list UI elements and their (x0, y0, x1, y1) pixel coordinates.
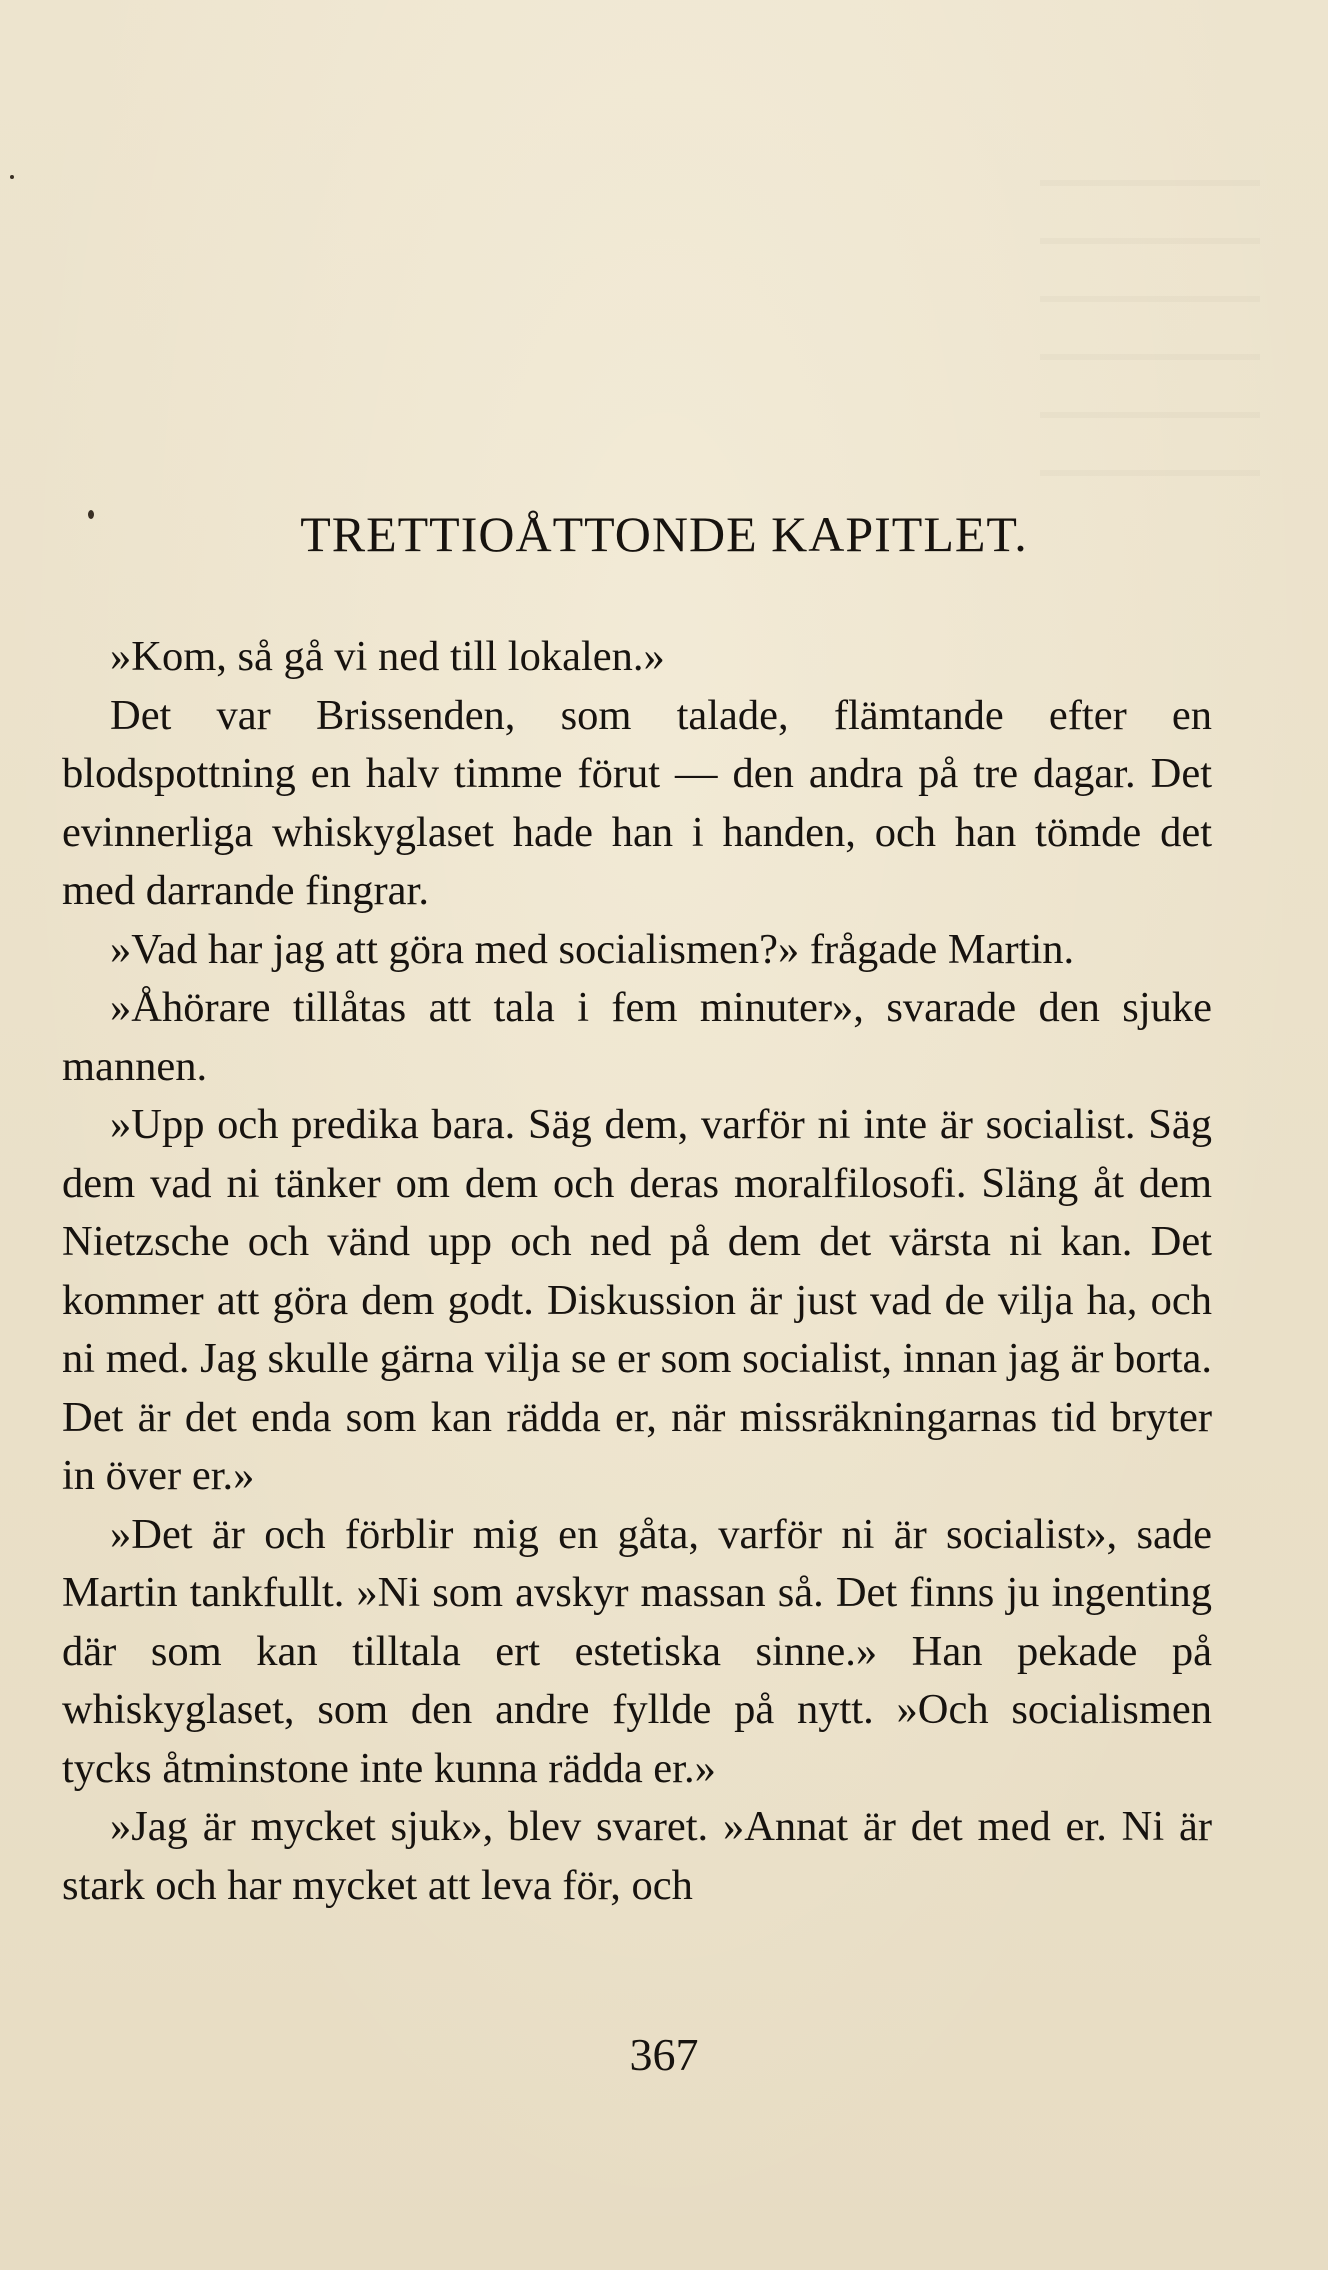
ink-speck (10, 175, 14, 179)
chapter-heading: TRETTIOÅTTONDE KAPITLET. (300, 506, 1028, 562)
bleed-through-shadow (1040, 180, 1260, 480)
paragraph: »Åhörare tillåtas att tala i fem minuter», svarade den sjuke mannen. (62, 984, 1212, 1090)
body-text (62, 628, 1212, 1915)
paragraph: »Upp och predika bara. Säg dem, varför ni inte är socialist. Säg dem vad ni tänker om dem och deras moralfilosofi. Släng åt dem Nietzsche och vänd upp och ned på dem det värsta ni kan. Det kommer att göra dem godt. Diskussion är just vad de vilja ha, och ni med. Jag skulle gärna vilja se er som socialist, innan jag är borta. Det är det enda som kan rädda er, när missräkningarnas tid bryter in över er.» (62, 1101, 1212, 1499)
paragraph: »Vad har jag att göra med socialismen?» frågade Martin. (110, 925, 1075, 973)
paragraph: Det var Brissenden, som talade, flämtande efter en blodspottning en halv timme förut — den andra på tre dagar. Det evinnerliga whiskyglaset hade han i handen, och han tömde det med darrande fingrar. (62, 691, 1212, 914)
paragraph: »Jag är mycket sjuk», blev svaret. »Annat är det med er. Ni är stark och har mycket att leva för, och (62, 1803, 1212, 1909)
page-number: 367 (629, 2029, 699, 2080)
paragraph: »Det är och förblir mig en gåta, varför ni är socialist», sade Martin tankfullt. »Ni som avskyr massan så. Det finns ju ingenting där som kan tilltala ert estetiska sinne.» Han pekade på whiskyglaset, som den andre fyllde på nytt. »Och socialismen tycks åtminstone inte kunna rädda er.» (62, 1510, 1212, 1792)
paragraph: »Kom, så gå vi ned till lokalen.» (110, 633, 665, 680)
